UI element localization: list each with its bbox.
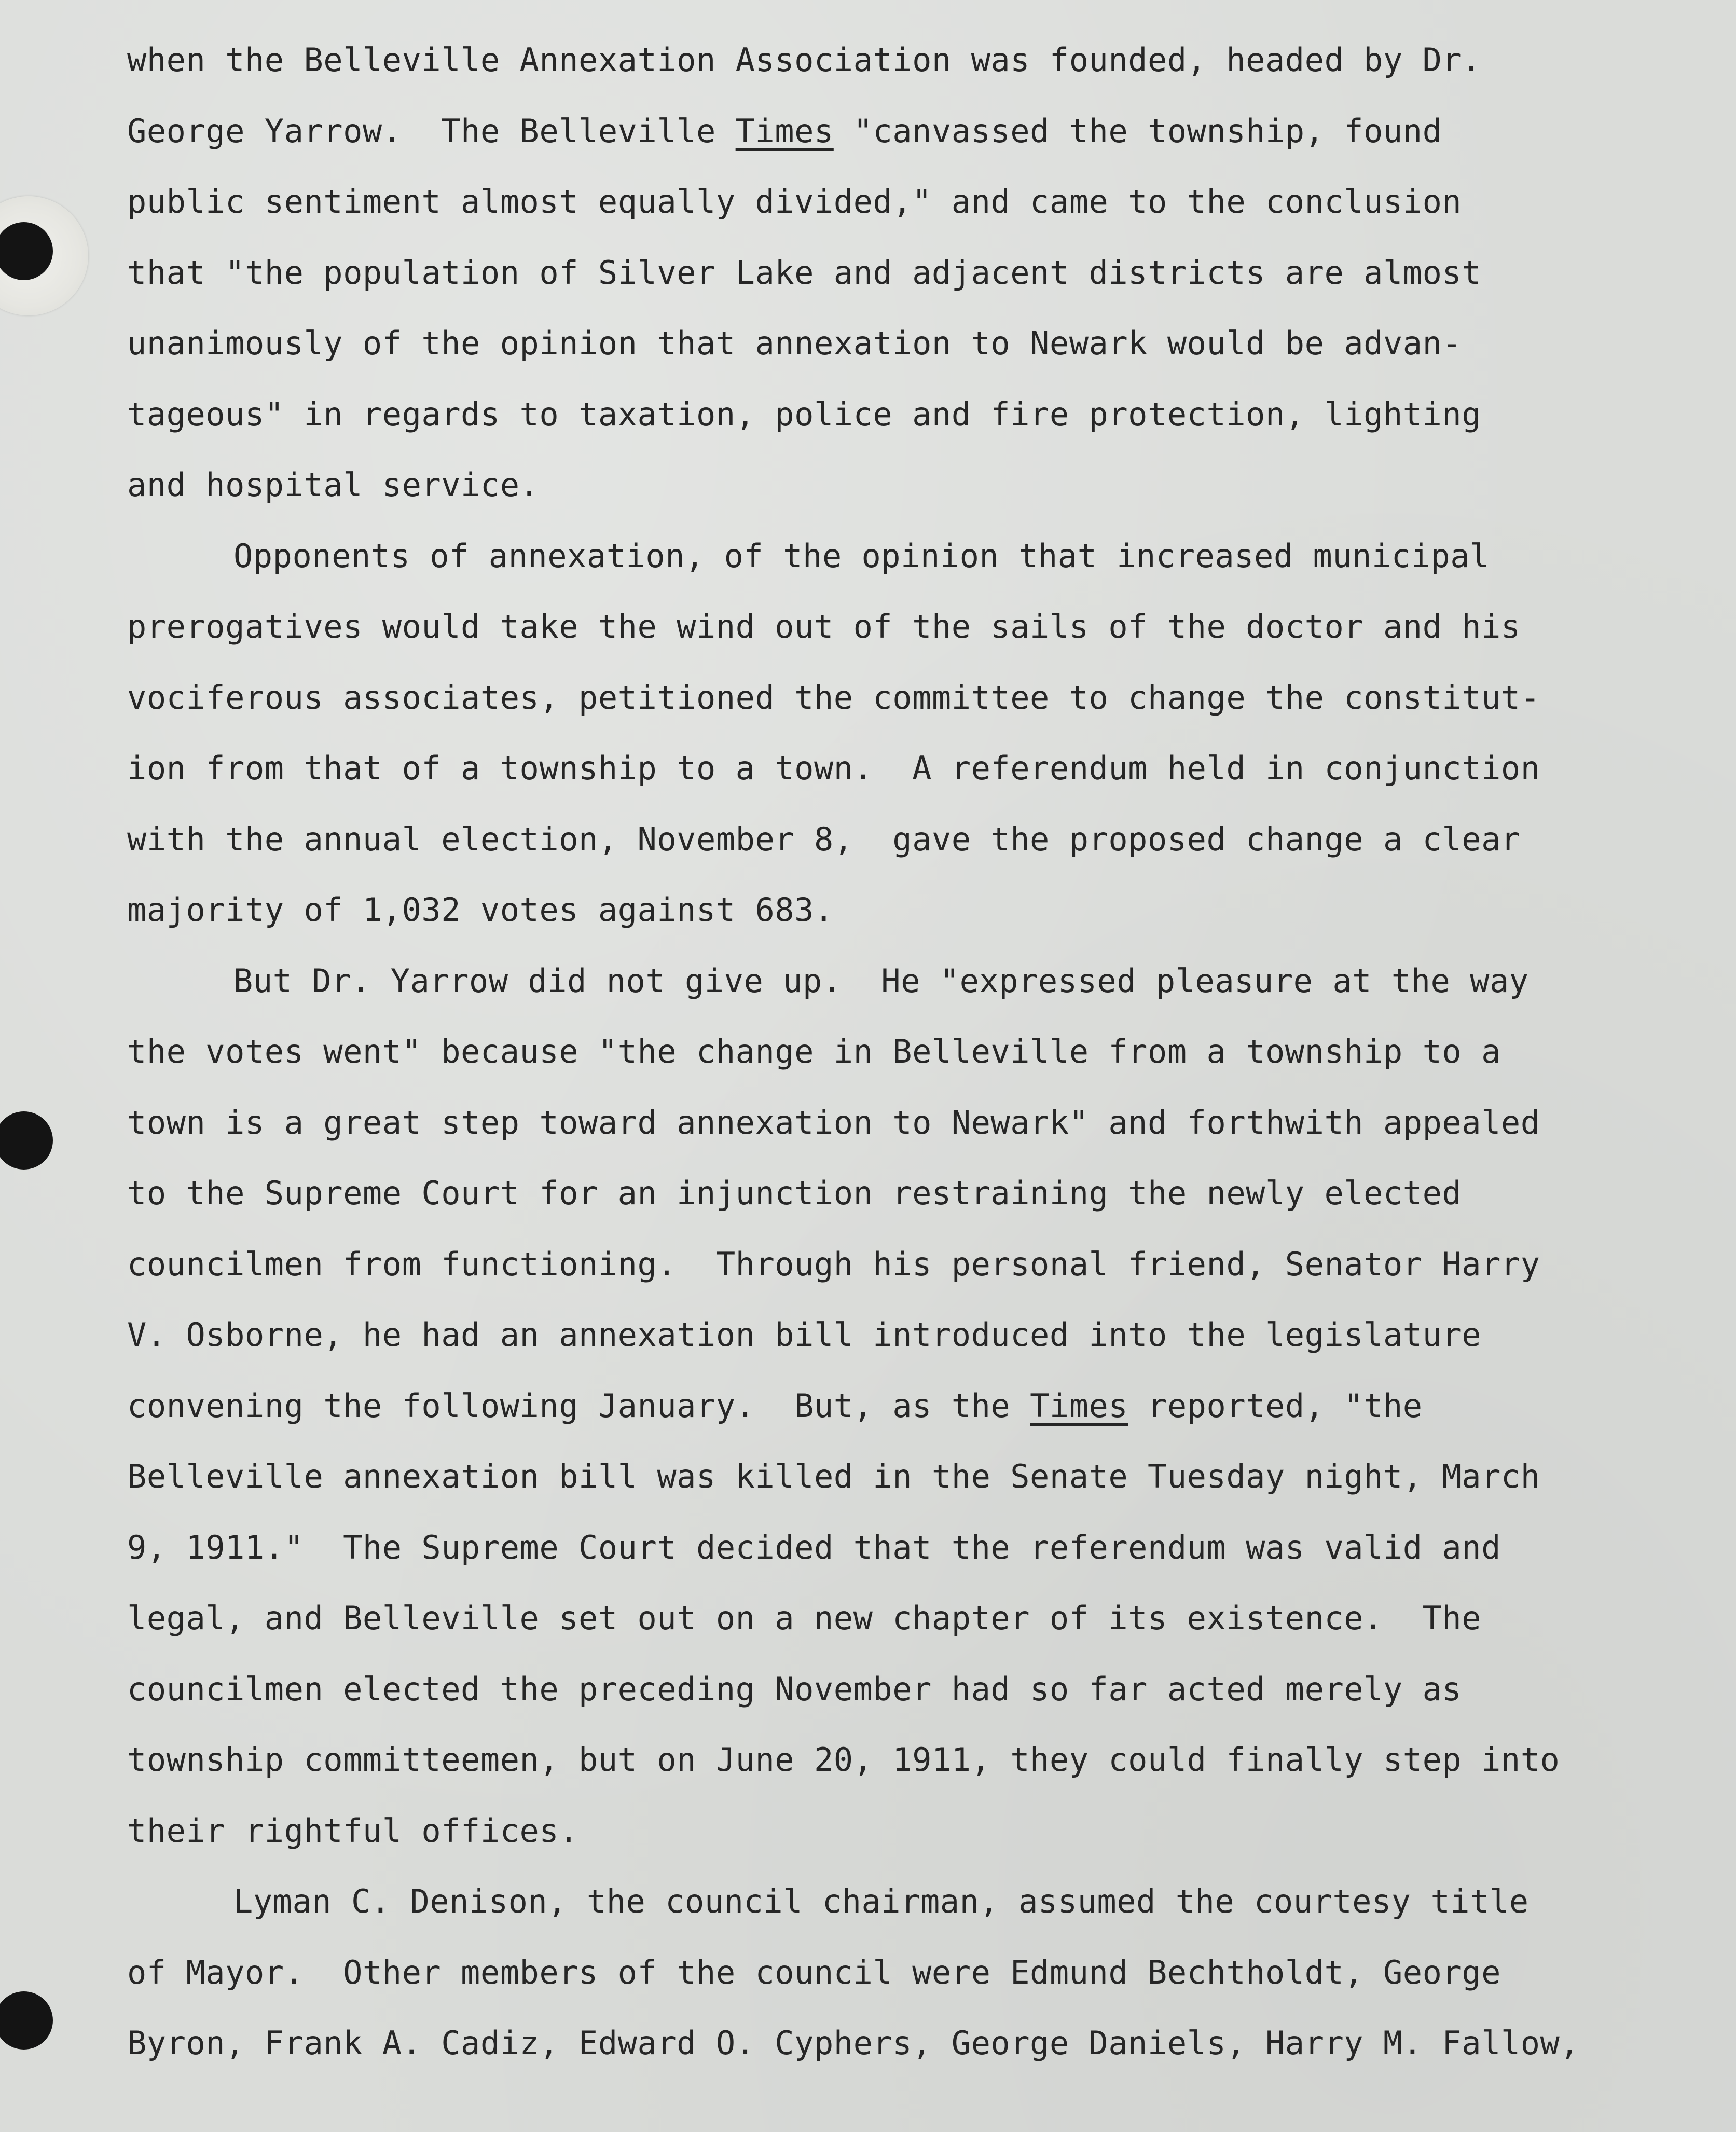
- text-segment: and hospital service.: [127, 466, 540, 504]
- text-line: [127, 1016, 1689, 1088]
- text-segment: councilmen elected the preceding November had so far acted merely as: [127, 1670, 1462, 1708]
- text-line: [127, 875, 1689, 946]
- text-segment: public sentiment almost equally divided," and came to the conclusion: [127, 183, 1462, 221]
- text-segment: of Mayor. Other members of the council were Edmund Bechtholdt, George: [127, 1953, 1501, 1991]
- text-line: [127, 1512, 1689, 1584]
- text-line: [127, 308, 1689, 379]
- punch-hole-middle: [0, 1111, 53, 1170]
- text-segment: prerogatives would take the wind out of the sails of the doctor and his: [127, 608, 1521, 645]
- text-segment: town is a great step toward annexation to Newark" and forthwith appealed: [127, 1103, 1540, 1141]
- text-line: [127, 238, 1689, 309]
- text-line: [127, 1088, 1689, 1159]
- text-segment: township committeemen, but on June 20, 1911, they could finally step into: [127, 1741, 1560, 1779]
- text-segment: with the annual election, November 8, gave the proposed change a clear: [127, 820, 1521, 858]
- text-segment: 9, 1911." The Supreme Court decided that the referendum was valid and: [127, 1528, 1501, 1566]
- text-line: [127, 1583, 1689, 1654]
- text-segment: unanimously of the opinion that annexation to Newark would be advan-: [127, 324, 1462, 362]
- text-line: [127, 2008, 1689, 2079]
- text-segment: George Yarrow. The Belleville: [127, 112, 736, 150]
- text-line: [127, 1866, 1689, 1937]
- text-segment: But Dr. Yarrow did not give up. He "expressed pleasure at the way: [233, 961, 1529, 1000]
- text-segment: majority of 1,032 votes against 683.: [127, 891, 834, 929]
- text-line: [127, 167, 1689, 238]
- text-segment: Belleville annexation bill was killed in the Senate Tuesday night, March: [127, 1457, 1540, 1495]
- text-segment: the votes went" because "the change in Belleville from a township to a: [127, 1033, 1501, 1070]
- text-segment: tageous" in regards to taxation, police and fire protection, lighting: [127, 395, 1482, 433]
- text-line: [127, 1371, 1689, 1442]
- text-segment: when the Belleville Annexation Association was founded, headed by Dr.: [127, 41, 1482, 79]
- text-line: [127, 1654, 1689, 1725]
- text-line: [127, 1158, 1689, 1229]
- text-line: [127, 1441, 1689, 1512]
- paragraph: [127, 521, 1689, 946]
- text-segment: convening the following January. But, as the: [127, 1386, 1030, 1425]
- text-segment: ion from that of a township to a town. A referendum held in conjunction: [127, 749, 1540, 787]
- underlined-title: Times: [735, 112, 834, 150]
- text-line: [127, 733, 1689, 804]
- paragraph: [127, 1866, 1689, 2079]
- text-segment: reported, "the: [1128, 1386, 1423, 1425]
- text-segment: Lyman C. Denison, the council chairman, assumed the courtesy title: [233, 1882, 1529, 1920]
- paragraph: [127, 946, 1689, 1867]
- text-segment: their rightful offices.: [127, 1811, 579, 1850]
- text-line: [127, 1229, 1689, 1300]
- text-segment: vociferous associates, petitioned the committee to change the constitut-: [127, 678, 1540, 717]
- text-line: [127, 1937, 1689, 2009]
- text-segment: councilmen from functioning. Through his personal friend, Senator Harry: [127, 1245, 1540, 1283]
- text-line: [127, 450, 1689, 521]
- text-line: [127, 663, 1689, 734]
- text-segment: V. Osborne, he had an annexation bill introduced into the legislature: [127, 1316, 1482, 1354]
- underlined-title: Times: [1030, 1386, 1128, 1425]
- text-line: [127, 1725, 1689, 1796]
- text-segment: Byron, Frank A. Cadiz, Edward O. Cyphers, George Daniels, Harry M. Fallow,: [127, 2024, 1580, 2062]
- text-line: [127, 379, 1689, 450]
- text-segment: to the Supreme Court for an injunction restraining the newly elected: [127, 1174, 1462, 1212]
- text-line: [127, 521, 1689, 592]
- typed-text-body: [127, 25, 1689, 2079]
- text-line: [127, 1796, 1689, 1867]
- text-line: [127, 804, 1689, 875]
- text-line: [127, 946, 1689, 1017]
- text-segment: legal, and Belleville set out on a new chapter of its existence. The: [127, 1599, 1482, 1637]
- punch-hole-bottom: [0, 1991, 53, 2050]
- text-line: [127, 96, 1689, 167]
- text-line: [127, 25, 1689, 96]
- text-segment: that "the population of Silver Lake and adjacent districts are almost: [127, 253, 1482, 292]
- text-line: [127, 592, 1689, 663]
- paragraph: [127, 25, 1689, 521]
- text-segment: Opponents of annexation, of the opinion that increased municipal: [233, 537, 1490, 575]
- text-segment: "canvassed the township, found: [833, 112, 1442, 150]
- text-line: [127, 1300, 1689, 1371]
